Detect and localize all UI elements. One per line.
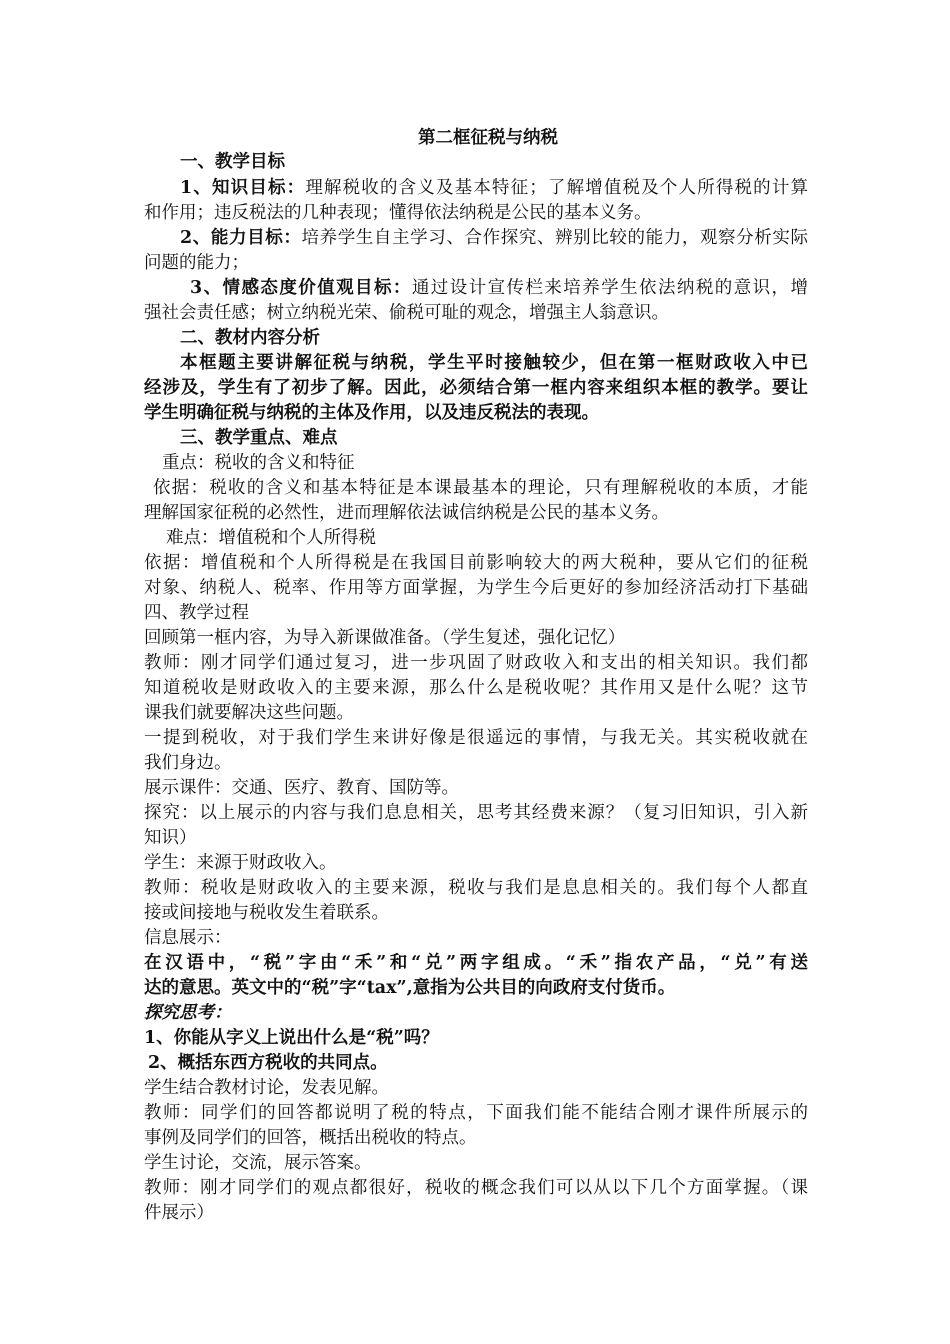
goal-emotion-label: 3、情感态度价值观目标： [190, 278, 412, 298]
courseware-display: 展示课件：交通、医疗、教育、国防等。 [144, 778, 459, 798]
teacher-remark-2-line1: 教师：税收是财政收入的主要来源，税收与我们是息息相关的。我们每个人都直 [144, 878, 808, 898]
section-heading-process: 四、教学过程 [144, 603, 249, 623]
difficult-point-basis-line2: 对象、纳税人、税率、作用等方面掌握，为学生今后更好的参加经济活动打下基础 [144, 578, 808, 598]
info-display-line1: 在汉语中，“税”字由“禾”和“兑”两字组成。“禾”指农产品，“兑”有送 [144, 953, 808, 973]
teacher-remark-1-line1: 教师：刚才同学们通过复习，进一步巩固了财政收入和支出的相关知识。我们都 [144, 653, 808, 673]
student-discussion-1: 学生结合教材讨论，发表见解。 [144, 1078, 389, 1098]
goal-emotion-line2: 强社会责任感；树立纳税光荣、偷税可耻的观念，增强主人翁意识。 [144, 303, 669, 323]
tax-nearby-line2: 我们身边。 [144, 753, 232, 773]
review-paragraph: 回顾第一框内容，为导入新课做准备。（学生复述，强化记忆） [144, 628, 626, 648]
goal-ability-line1 [180, 226, 808, 250]
teacher-remark-3-line1: 教师：同学们的回答都说明了税的特点，下面我们能不能结合刚才课件所展示的 [144, 1103, 808, 1123]
difficult-point: 难点：增值税和个人所得税 [166, 528, 376, 548]
goal-emotion-text: 通过设计宣传栏来培养学生依法纳税的意识，增 [411, 278, 808, 298]
teacher-remark-2-line2: 接或间接地与税收发生着联系。 [144, 903, 389, 923]
info-display-line2: 达的意思。英文中的“税”字“tax”,意指为公共目的向政府支付货币。 [144, 978, 676, 998]
section-heading-keypoints: 三、教学重点、难点 [180, 428, 338, 448]
info-display-label: 信息展示： [144, 928, 232, 948]
key-point: 重点：税收的含义和特征 [162, 453, 355, 473]
analysis-line2: 经涉及，学生有了初步了解。因此，必须结合第一框内容来组织本框的教学。要让 [144, 378, 808, 398]
document-title: 第二框征税与纳税 [418, 128, 558, 148]
goal-ability-label: 2、能力目标： [180, 228, 302, 248]
key-point-basis-line2: 理解国家征税的必然性，进而理解依法诚信纳税是公民的基本义务。 [144, 503, 669, 523]
teacher-remark-4-line2: 件展示） [144, 1203, 214, 1223]
teacher-remark-1-line2: 知道税收是财政收入的主要来源，那么什么是税收呢？其作用又是什么呢？这节 [144, 678, 808, 698]
goal-knowledge-label: 1、知识目标： [180, 178, 306, 198]
explore-line1: 探究：以上展示的内容与我们息息相关，思考其经费来源？（复习旧知识，引入新 [144, 803, 808, 823]
goal-knowledge-text: 理解税收的含义及基本特征；了解增值税及个人所得税的计算 [305, 178, 808, 198]
section-heading-analysis: 二、教材内容分析 [180, 328, 320, 348]
analysis-line1: 本框题主要讲解征税与纳税，学生平时接触较少，但在第一框财政收入中已 [180, 353, 808, 373]
tax-nearby-line1: 一提到税收，对于我们学生来讲好像是很遥远的事情，与我无关。其实税收就在 [144, 728, 808, 748]
student-discussion-2: 学生讨论，交流，展示答案。 [144, 1153, 372, 1173]
key-point-basis-line1: 依据：税收的含义和基本特征是本课最基本的理论，只有理解税收的本质，才能 [153, 478, 808, 498]
teacher-remark-3-line2: 事例及同学们的回答，概括出税收的特点。 [144, 1128, 477, 1148]
analysis-line3: 学生明确征税与纳税的主体及作用，以及违反税法的表现。 [144, 403, 599, 423]
teacher-remark-1-line3: 课我们就要解决这些问题。 [144, 703, 354, 723]
goal-ability-line2: 问题的能力； [144, 253, 249, 273]
goal-emotion-line1 [190, 276, 808, 300]
question-2: 2、概括东西方税收的共同点。 [148, 1053, 388, 1073]
section-heading-goals: 一、教学目标 [180, 152, 285, 172]
goal-knowledge-line1 [180, 176, 808, 200]
goal-ability-text: 培养学生自主学习、合作探究、辨别比较的能力，观察分析实际 [301, 228, 808, 248]
explore-think-label: 探究思考： [144, 1003, 232, 1023]
student-answer-1: 学生：来源于财政收入。 [144, 853, 337, 873]
difficult-point-basis-line1: 依据：增值税和个人所得税是在我国目前影响较大的两大税种，要从它们的征税 [144, 553, 808, 573]
teacher-remark-4-line1: 教师：刚才同学们的观点都很好，税收的概念我们可以从以下几个方面掌握。（课 [144, 1178, 808, 1198]
question-1: 1、你能从字义上说出什么是“税”吗？ [144, 1028, 439, 1048]
explore-line2: 知识） [144, 828, 197, 848]
goal-knowledge-line2: 和作用；违反税法的几种表现；懂得依法纳税是公民的基本义务。 [144, 203, 652, 223]
